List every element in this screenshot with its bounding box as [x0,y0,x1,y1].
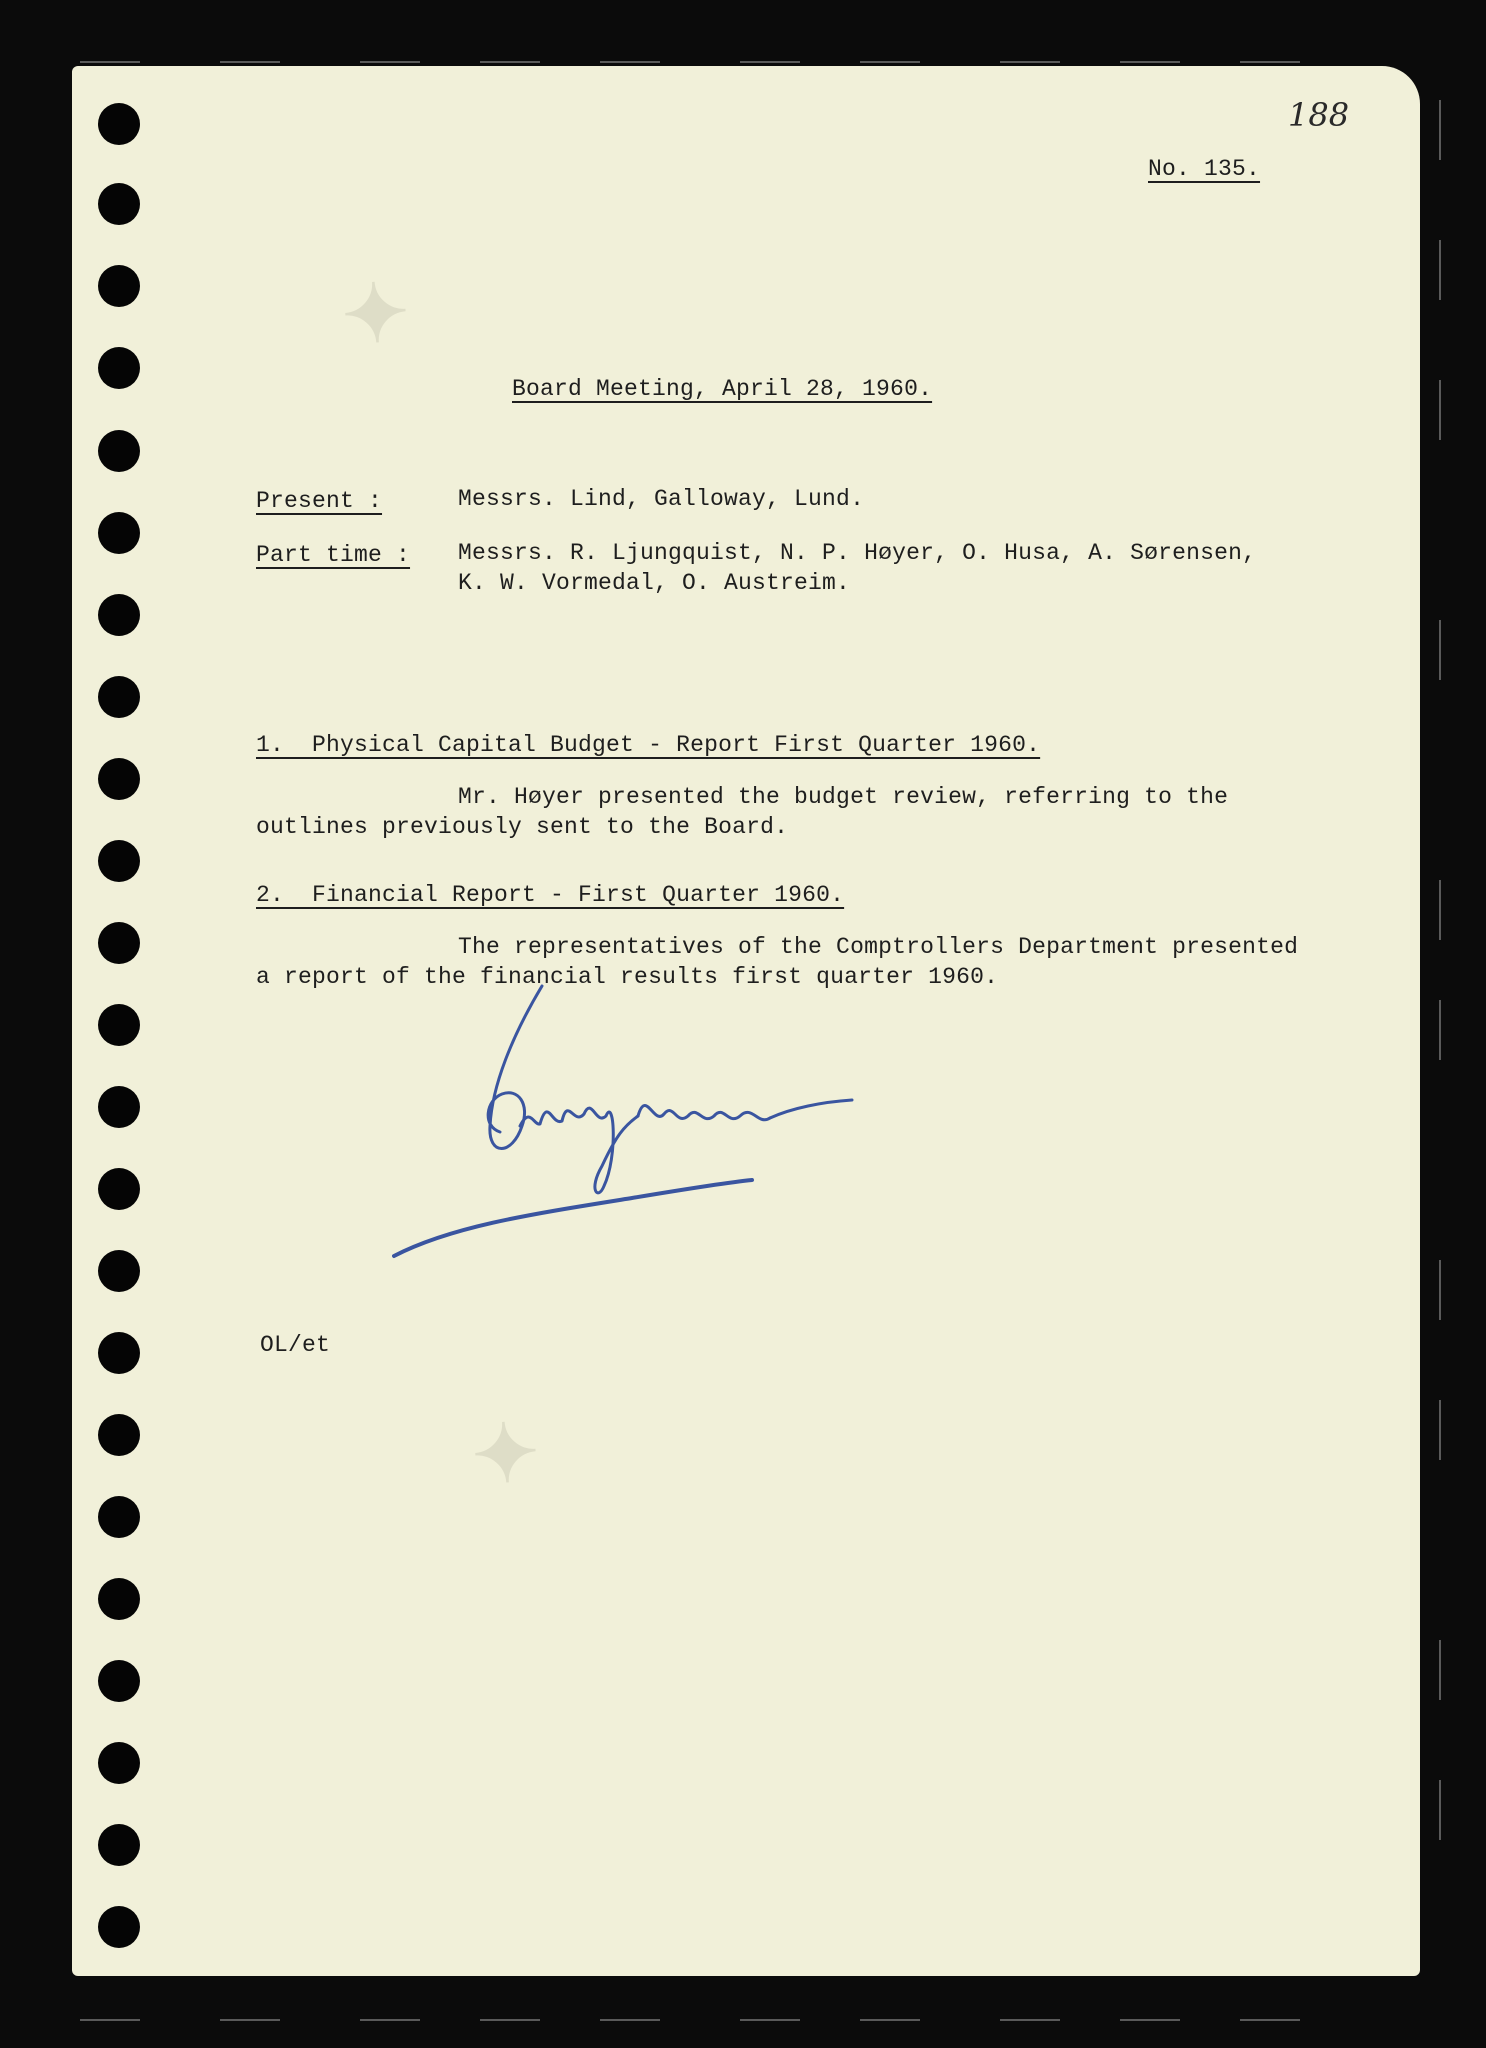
page-title: Board Meeting, April 28, 1960. [512,376,933,402]
present-label: Present : [256,488,383,514]
binder-hole [98,1496,140,1538]
binder-hole [98,1906,140,1948]
binder-hole [98,1824,140,1866]
part-time-line-1: Messrs. R. Ljungquist, N. P. Høyer, O. Husa, A. Sørensen, [458,540,1257,566]
binder-hole [98,840,140,882]
binder-hole [98,103,140,145]
binder-hole [98,1660,140,1702]
binder-hole [98,430,140,472]
page-number-handwritten: 188 [1288,96,1350,134]
binder-hole [98,1168,140,1210]
item-2-heading: 2. Financial Report - First Quarter 1960. [256,882,845,908]
item-1-body-line-1: Mr. Høyer presented the budget review, referring to the [458,784,1229,810]
binder-hole [98,922,140,964]
binder-hole [98,1332,140,1374]
binder-hole [98,1414,140,1456]
binder-hole [98,265,140,307]
binder-hole [98,1004,140,1046]
binder-hole [98,347,140,389]
binder-hole [98,594,140,636]
part-time-line-2: K. W. Vormedal, O. Austreim. [458,570,851,596]
signature [392,976,1032,1276]
binder-hole [98,183,140,225]
binder-hole [98,1578,140,1620]
watermark-bottom: ✦ [468,1403,553,1503]
typist-initials: OL/et [260,1332,331,1358]
document-number: No. 135. [1148,156,1261,182]
binder-hole [98,1742,140,1784]
present-value: Messrs. Lind, Galloway, Lund. [458,486,865,512]
part-time-label: Part time : [256,542,411,568]
binder-hole [98,758,140,800]
document-page [72,66,1420,1976]
binder-hole [98,1086,140,1128]
item-2-body-line-2: a report of the financial results first quarter 1960. [256,964,999,990]
item-2-body-line-1: The representatives of the Comptrollers Department presented [458,934,1299,960]
item-1-body-line-2: outlines previously sent to the Board. [256,814,789,840]
binder-hole [98,1250,140,1292]
binder-hole [98,512,140,554]
item-1-heading: 1. Physical Capital Budget - Report First Quarter 1960. [256,732,1041,758]
binder-hole [98,676,140,718]
watermark-top: ✦ [338,263,423,363]
